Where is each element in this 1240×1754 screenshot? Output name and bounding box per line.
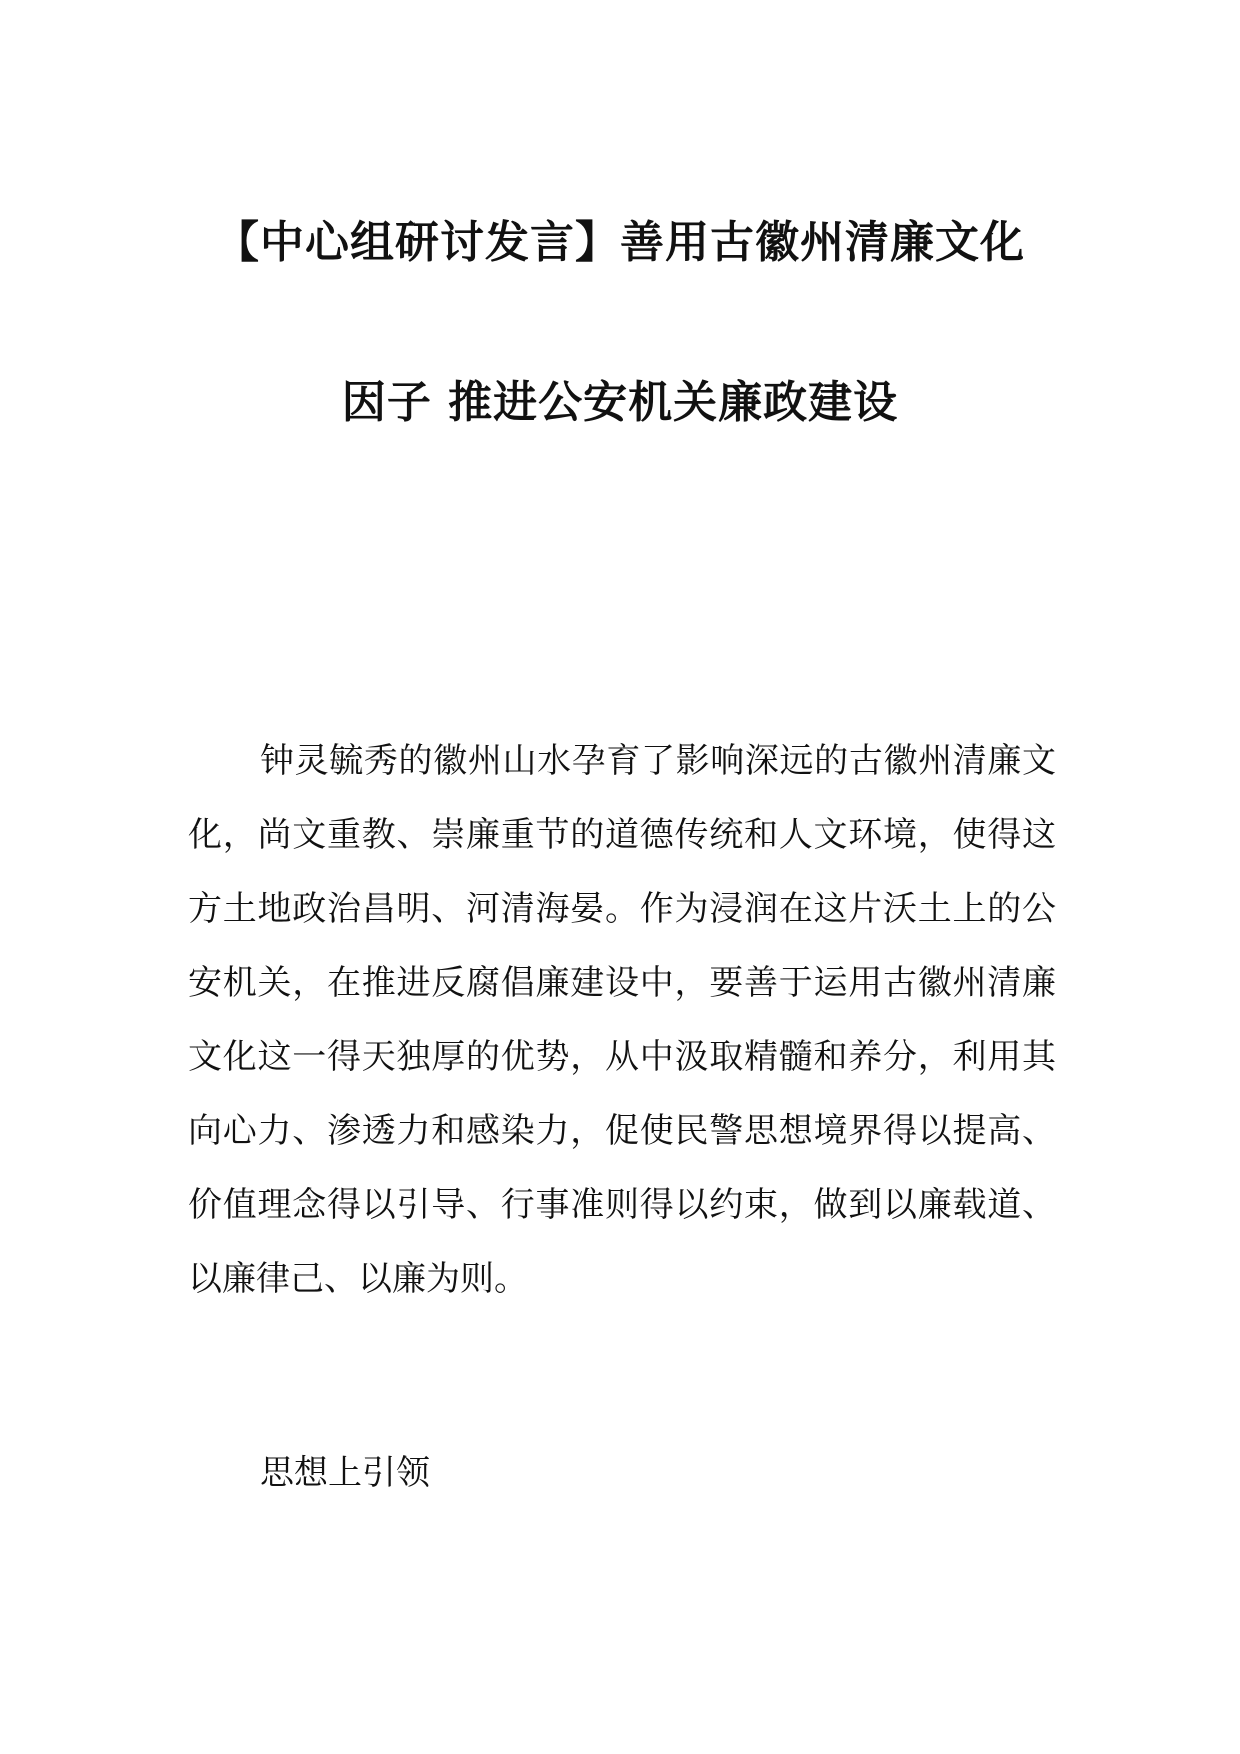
body-paragraph-1: 钟灵毓秀的徽州山水孕育了影响深远的古徽州清廉文化，尚文重教、崇廉重节的道德传统和人文环境，使得这方土地政治昌明、河清海晏。作为浸润在这片沃土上的公安机关，在推进反腐倡廉建设中，要善于运用古徽州清廉文化这一得天独厚的优势，从中汲取精髓和养分，利用其向心力、渗透力和感染力，促使民警思想境界得以提高、价值理念得以引导、行事准则得以约束，做到以廉载道、以廉律己、以廉为则。: [188, 741, 1056, 1299]
section-heading-paragraph: 思想上引领: [260, 1453, 430, 1493]
document-title-line-2: 因子 推进公安机关廉政建设: [341, 377, 899, 428]
document-title-line-1: 【中心组研讨发言】善用古徽州清廉文化: [215, 217, 1025, 268]
